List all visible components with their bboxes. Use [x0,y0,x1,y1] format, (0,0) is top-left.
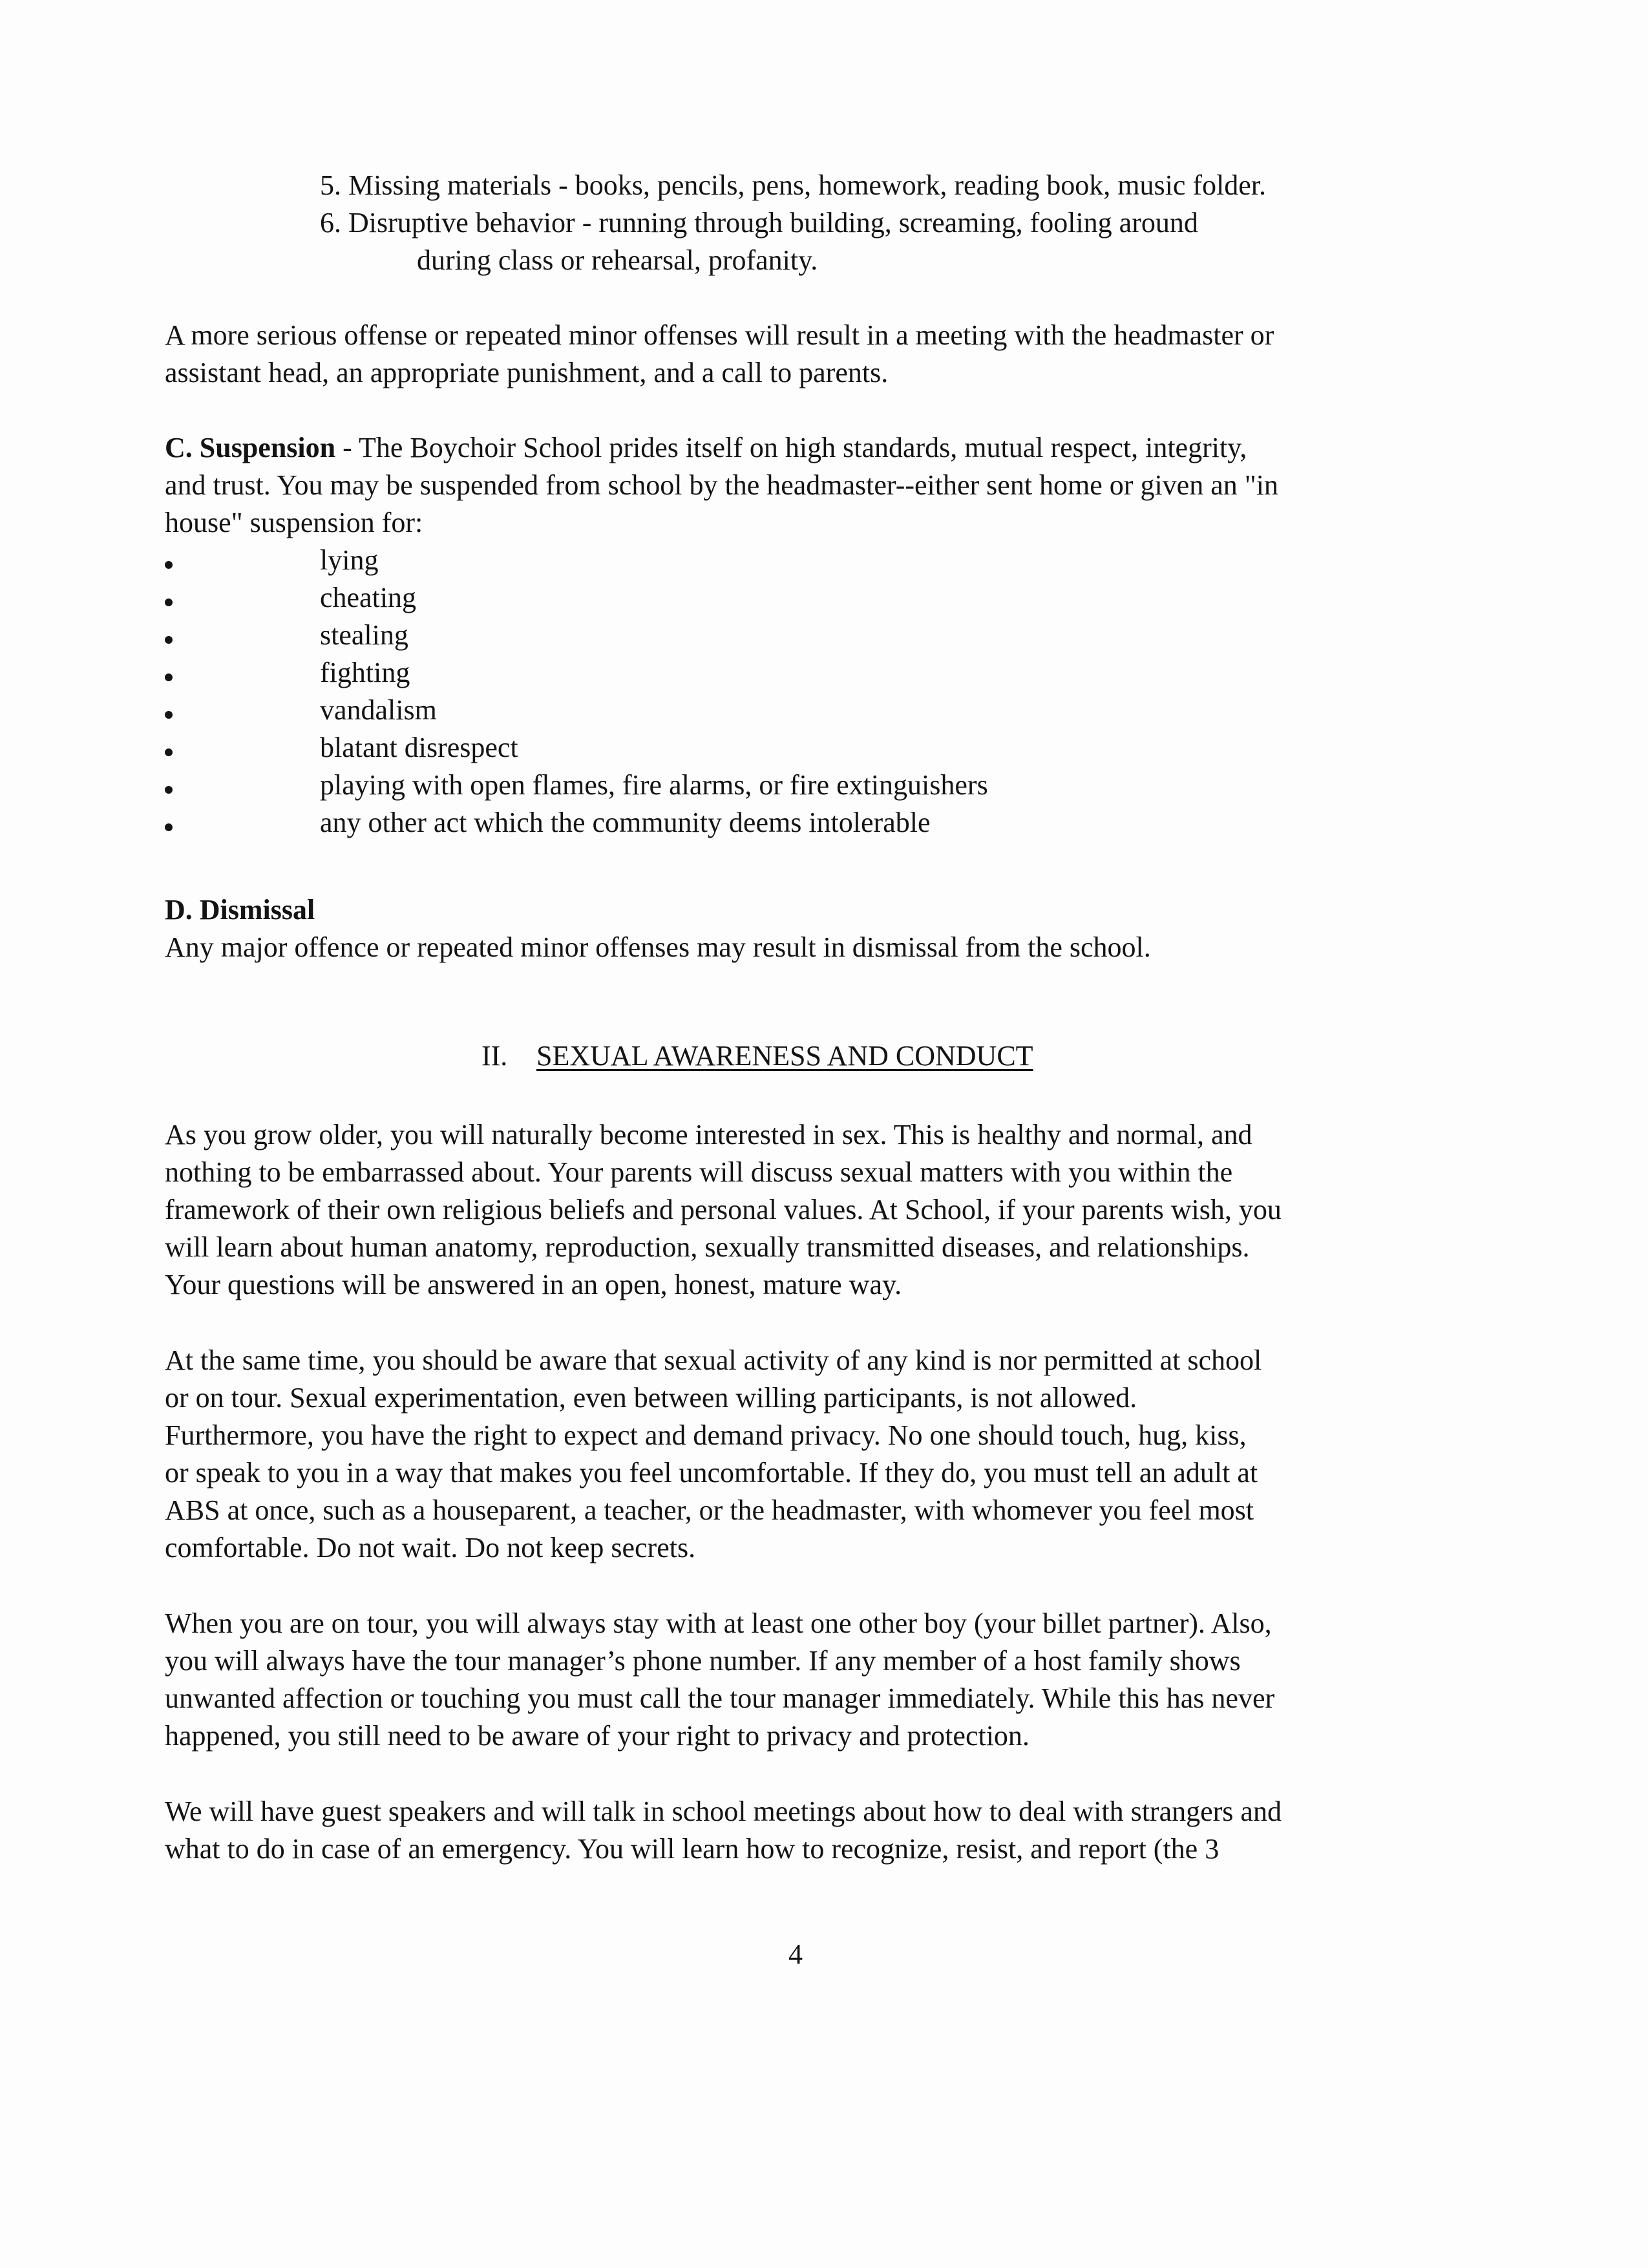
para1-line-1: As you grow older, you will naturally become interested in sex. This is healthy and normal, and [165,1119,1252,1150]
para1-line-4: will learn about human anatomy, reproduction, sexually transmitted diseases, and relationships. [165,1231,1250,1263]
bullet-icon [165,636,173,644]
para4-line-2: what to do in case of an emergency. You will learn how to recognize, resist, and report (the 3 [165,1833,1220,1865]
para1-line-3: framework of their own religious beliefs and personal values. At School, if your parents wish, you [165,1194,1282,1225]
section-title: SEXUAL AWARENESS AND CONDUCT [536,1040,1033,1072]
suspension-item-lying: lying [320,544,379,576]
para1-line-5: Your questions will be answered in an open, honest, mature way. [165,1269,902,1300]
bullet-icon [165,786,173,794]
suspension-line-1-text: - The Boychoir School prides itself on high standards, mutual respect, integrity, [335,432,1247,463]
suspension-item-fire: playing with open flames, fire alarms, or fire extinguishers [320,769,988,801]
bullet-icon [165,599,173,606]
dismissal-text: Any major offence or repeated minor offenses may result in dismissal from the school. [165,931,1151,963]
serious-offense-line-2: assistant head, an appropriate punishment, and a call to parents. [165,357,889,388]
para2-line-2: or on tour. Sexual experimentation, even between willing participants, is not allowed. [165,1382,1137,1414]
suspension-item-cheating: cheating [320,582,417,613]
para1-line-2: nothing to be embarrassed about. Your parents will discuss sexual matters with you within the [165,1156,1233,1188]
bullet-icon [165,673,173,681]
suspension-item-disrespect: blatant disrespect [320,732,518,763]
list-item-6-continuation: during class or rehearsal, profanity. [417,244,818,276]
suspension-item-vandalism: vandalism [320,694,437,726]
para2-line-5: ABS at once, such as a houseparent, a teacher, or the headmaster, with whomever you feel most [165,1494,1254,1526]
para2-line-6: comfortable. Do not wait. Do not keep secrets. [165,1532,696,1563]
bullet-icon [165,748,173,756]
para3-line-1: When you are on tour, you will always stay with at least one other boy (your billet partner). Also, [165,1607,1272,1639]
suspension-item-stealing: stealing [320,619,408,651]
bullet-icon [165,711,173,719]
suspension-line-3: house" suspension for: [165,507,423,538]
suspension-item-other: any other act which the community deems intolerable [320,807,931,838]
para3-line-4: happened, you still need to be aware of your right to privacy and protection. [165,1720,1030,1752]
bullet-icon [165,823,173,831]
para2-line-1: At the same time, you should be aware that sexual activity of any kind is nor permitted at school [165,1344,1262,1376]
page-number: 4 [788,1938,803,1970]
para3-line-2: you will always have the tour manager’s phone number. If any member of a host family shows [165,1645,1241,1677]
bullet-icon [165,561,173,569]
section-number: II. [481,1040,508,1072]
suspension-line-2: and trust. You may be suspended from school by the headmaster--either sent home or given an "in [165,469,1278,501]
list-item-5: 5. Missing materials - books, pencils, pens, homework, reading book, music folder. [320,169,1266,201]
suspension-line-1 [165,434,1247,462]
para3-line-3: unwanted affection or touching you must call the tour manager immediately. While this has never [165,1682,1275,1714]
list-item-6: 6. Disruptive behavior - running through building, screaming, fooling around [320,207,1198,238]
para2-line-3: Furthermore, you have the right to expect and demand privacy. No one should touch, hug, kiss, [165,1419,1247,1451]
serious-offense-line-1: A more serious offense or repeated minor offenses will result in a meeting with the headmaster or [165,319,1274,351]
dismissal-heading: D. Dismissal [165,894,315,926]
suspension-heading: C. Suspension [165,432,336,463]
para4-line-1: We will have guest speakers and will talk in school meetings about how to deal with strangers and [165,1796,1282,1827]
suspension-item-fighting: fighting [320,657,410,688]
para2-line-4: or speak to you in a way that makes you feel uncomfortable. If they do, you must tell an adult at [165,1457,1258,1489]
